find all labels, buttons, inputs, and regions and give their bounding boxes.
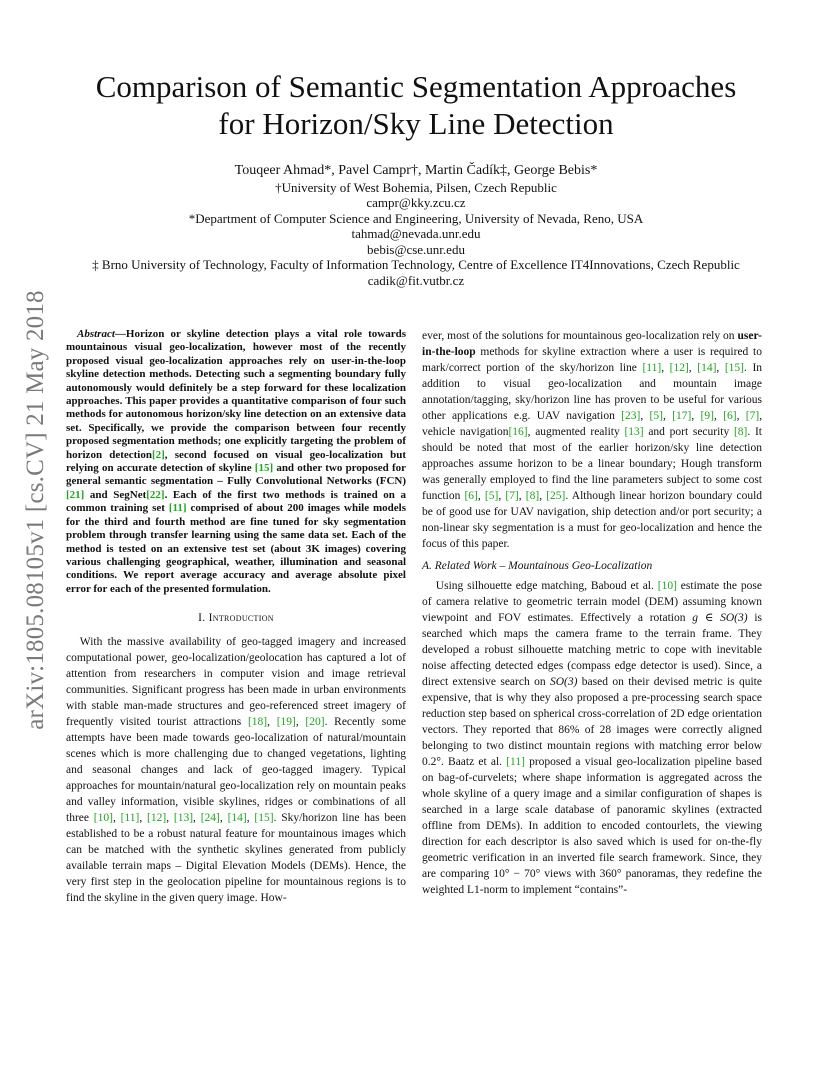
affiliation-line: *Department of Computer Science and Engineering, University of Nevada, Reno, USA xyxy=(188,210,644,226)
title-line-2: for Horizon/Sky Line Detection xyxy=(218,106,614,141)
citation-link[interactable]: [9] xyxy=(700,410,714,422)
abstract xyxy=(66,328,406,596)
citation-link[interactable]: [12] xyxy=(669,362,689,374)
citation-link[interactable]: [11] xyxy=(642,362,662,374)
citation-link[interactable]: [12] xyxy=(147,812,167,825)
author-names: Touqeer Ahmad*, Pavel Campr†, Martin Čadík‡, George Bebis* xyxy=(234,163,598,178)
citation-link[interactable]: [23] xyxy=(621,410,641,422)
citation-link[interactable]: [5] xyxy=(484,490,499,502)
citation-link[interactable]: [11] xyxy=(168,502,187,515)
paper-title-block xyxy=(60,68,772,142)
emphasis-text: user-in-the-loop xyxy=(422,330,762,358)
citation-link[interactable]: [13] xyxy=(624,426,644,438)
related-work-paragraph: Using silhouette edge matching, Baboud et al. [10] estimate the pose of camera relative to geometric terrain model (DEM) assuming known viewpoint and FOV estimates. Effectively a rotation g ∈ SO(3) is searched which maps the camera frame to the terrain frame. They developed a robust silhouette matching metric to cope with inevitable noise affecting detected edges (compass edge detector is used). Since, a direct extensive search on SO(3) based on their devised metric is quite expensive, that is why they also proposed a pre-processing search space reduction step based on spherical cross-correlation of 2D edge orientation vectors. They reported that 86% of 28 images were correctly aligned belonging to two distinct mountain regions with matching error below 0.2°. Baatz et al. [11] proposed a visual geo-localization pipeline based on bag-of-curvelets; where shape information is aggregated across the whole skyline of a query image and a similar configuration of shapes is searched in a large scale database of panoramic skylines (extracted offline from DEMs). In addition to encoded contourlets, the viewing direction for each descriptor is also saved which is used for on-the-fly geometric verification in an inverted file search framework. Since, they are comparing 10° − 70° views with 360° panoramas, they redefine the weighted L1-norm to implement “contains”- xyxy=(422,580,763,896)
citation-link[interactable]: [5] xyxy=(649,410,663,422)
paper-title xyxy=(60,68,772,142)
citation-link[interactable]: [6] xyxy=(464,490,478,502)
affiliation-line: ‡ Brno University of Technology, Faculty of Information Technology, Centre of Excellence IT4Innovations, Czech Republic xyxy=(92,257,740,272)
abstract-text: , second focused on visual geo-localization but relying on accurate detection of skyline xyxy=(66,448,406,475)
citation-link[interactable]: [7] xyxy=(745,410,760,422)
citation-link[interactable]: [17] xyxy=(672,410,692,422)
affiliation-line: †University of West Bohemia, Pilsen, Czech Republic xyxy=(275,179,557,195)
abstract-text: comprised of about 200 images while models for the third and fourth method are fine tuned for sky segmentation problem through transfer learning using the same data set. Each of the method is tested on an extensive test set (about 3K images) covering various challenging geographical, weather, illumination and seasonal conditions. We report average accuracy and average absolute pixel error for each of the presented formulation. xyxy=(66,502,407,595)
citation-link[interactable]: [8] xyxy=(525,490,540,502)
citation-link[interactable]: [14] xyxy=(227,812,247,825)
email-line: tahmad@nevada.unr.edu xyxy=(351,226,481,241)
arxiv-stamp-text: arXiv:1805.08105v1 [cs.CV] 21 May 2018 xyxy=(22,290,49,730)
introduction-paragraph: With the massive availability of geo-tagged imagery and increased computational power, geo-localization/geolocation has captured a lot of attention from researchers in computer vision and image retrieval communities. Significant progress has been made in urban environments with stable man-made structures and geo-referenced street imagery of frequently visited tourist attractions [18], [19], [20]. Recently some attempts have been made towards geo-localization of natural/mountain scenes which is more challenging due to changed vegetations, lighting and seasonal changes and lack of geo-tagged imagery. Typical approaches for mountain/natural geo-localization rely on mountain peaks and valley information, visible skylines, ridges or combinations of all three [10], [11], [12], [13], [24], [14], [15]. Sky/horizon line has been established to be a robust natural feature for mountainous images which can be matched with the synthetic skylines generated from publicly available terrain maps – Digital Elevation Models (DEMs). Hence, the very first step in the geolocation pipeline for mountainous regions is to find the skyline in the given query image. How- xyxy=(66,636,407,905)
citation-link[interactable]: [13] xyxy=(173,812,194,825)
citation-link[interactable]: [15] xyxy=(724,362,745,374)
introduction-paragraph-continued: ever, most of the solutions for mountainous geo-localization rely on user-in-the-loop methods for skyline extraction where a user is required to mark/correct portion of the sky/horizon line [11], [12], [14], [15]. In addition to visual geo-localization and mountain image annotation/tagging, sky/horizon line has proven to be useful for various other applications e.g. UAV navigation [23], [5], [17], [9], [6], [7], vehicle navigation[16], augmented reality [13] and port security [8]. It should be noted that most of the earlier horizon/sky line detection approaches assume horizon to be a linear boundary; Hough transform was generally employed to find the line parameters subject to some cost function [6], [5], [7], [8], [25]. Although linear horizon boundary could be of good use for UAV navigation, ship detection and/or port security; a non-linear sky segmentation is a must for geo-localization and hence the focus of this paper. xyxy=(422,330,763,550)
section-heading-introduction xyxy=(66,610,406,626)
citation-link[interactable]: [25] xyxy=(546,490,566,502)
section-title: Introduction xyxy=(208,612,274,625)
email-line: campr@kky.zcu.cz xyxy=(366,195,466,210)
citation-link[interactable]: [11] xyxy=(506,756,525,768)
right-column xyxy=(422,328,762,898)
citation-link[interactable]: [21] xyxy=(66,488,85,501)
citation-link[interactable]: [19] xyxy=(276,716,296,729)
citation-link[interactable]: [10] xyxy=(93,812,113,825)
abstract-text: —Horizon or skyline detection plays a vital role towards mountainous visual geo-localization, however most of the recently proposed visual geo-localization approaches rely on user-in-the-loop skyline detection methods. Detecting such a segmenting boundary fully autonomously would definitely be a step forward for these localization approaches. This paper provides a quantitative comparison of four such methods for autonomous horizon/sky line detection on an extensive data set. Specifically, we provide the comparison between four recently proposed segmentation methods; one explicitly targeting the problem of horizon detection xyxy=(66,328,406,461)
abstract-text: and other two proposed for general semantic segmentation – Fully Convolutional Networks (FCN) xyxy=(66,462,406,488)
citation-link[interactable]: [18] xyxy=(247,716,268,729)
abstract-text: and SegNet xyxy=(84,488,147,501)
citation-link[interactable]: [10] xyxy=(657,580,677,592)
citation-link[interactable]: [7] xyxy=(505,490,519,502)
arxiv-identifier-stamp xyxy=(16,270,56,750)
abstract-label: Abstract xyxy=(77,328,115,340)
citation-link[interactable]: [15] xyxy=(254,462,274,475)
citation-link[interactable]: [16] xyxy=(508,426,528,438)
citation-link[interactable]: [24] xyxy=(200,812,220,825)
subsection-heading-related-work: A. Related Work – Mountainous Geo-Localization xyxy=(422,560,653,572)
citation-link[interactable]: [11] xyxy=(120,812,140,825)
citation-link[interactable]: [6] xyxy=(723,410,737,422)
citation-link[interactable]: [20] xyxy=(305,716,325,729)
citation-link[interactable]: [8] xyxy=(733,426,748,438)
citation-link[interactable]: [15] xyxy=(254,812,274,825)
title-line-1: Comparison of Semantic Segmentation Approaches xyxy=(95,69,737,104)
abstract-text: . Each of the first two methods is trained on a common training set xyxy=(66,488,406,515)
citation-link[interactable]: [14] xyxy=(697,362,717,374)
citation-link[interactable]: [22] xyxy=(146,488,165,501)
left-column xyxy=(66,328,406,906)
citation-link[interactable]: [2] xyxy=(151,448,165,461)
author-block xyxy=(60,163,772,288)
section-number: I. xyxy=(198,612,209,625)
email-line: cadik@fit.vutbr.cz xyxy=(367,272,465,288)
email-line: bebis@cse.unr.edu xyxy=(367,241,465,257)
math-expression: SO(3) xyxy=(549,676,578,688)
math-expression: g ∈ SO(3) xyxy=(692,612,748,624)
